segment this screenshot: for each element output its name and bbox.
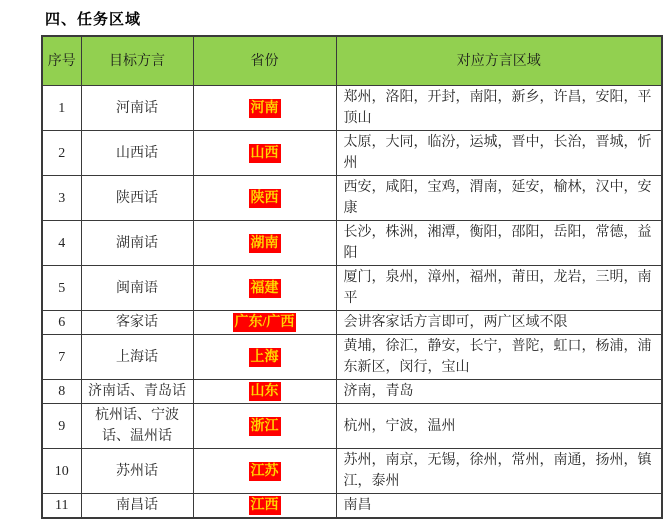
cell-dialect: 苏州话 — [81, 449, 193, 494]
cell-no: 8 — [42, 380, 81, 404]
cell-no: 1 — [42, 86, 81, 131]
cell-province — [193, 176, 336, 221]
cell-province — [193, 311, 336, 335]
cell-dialect: 杭州话、宁波话、温州话 — [81, 404, 193, 449]
province-badge: 广东/广西 — [234, 315, 295, 330]
cell-dialect: 南昌话 — [81, 494, 193, 519]
table-row — [42, 335, 662, 380]
cell-no: 7 — [42, 335, 81, 380]
table-row — [42, 449, 662, 494]
table-row — [42, 131, 662, 176]
col-header-province: 省份 — [193, 36, 336, 86]
province-badge: 山西 — [250, 145, 279, 161]
cell-province — [193, 131, 336, 176]
cell-province — [193, 449, 336, 494]
table-row — [42, 311, 662, 335]
table-row — [42, 176, 662, 221]
province-badge: 江西 — [250, 498, 279, 513]
cell-dialect: 陕西话 — [81, 176, 193, 221]
cell-dialect: 河南话 — [81, 86, 193, 131]
cell-dialect: 山西话 — [81, 131, 193, 176]
cell-dialect: 客家话 — [81, 311, 193, 335]
table-row — [42, 221, 662, 266]
section-title: 四、任务区域 — [45, 12, 142, 28]
col-header-dialect: 目标方言 — [81, 36, 193, 86]
cell-dialect: 湖南话 — [81, 221, 193, 266]
cell-province — [193, 380, 336, 404]
cell-region: 杭州，宁波，温州 — [336, 404, 662, 449]
cell-no: 3 — [42, 176, 81, 221]
province-badge: 陕西 — [250, 190, 279, 206]
cell-dialect: 济南话、青岛话 — [81, 380, 193, 404]
cell-province — [193, 494, 336, 519]
col-header-region: 对应方言区域 — [336, 36, 662, 86]
cell-dialect: 闽南语 — [81, 266, 193, 311]
province-badge: 河南 — [250, 100, 279, 116]
cell-dialect: 上海话 — [81, 335, 193, 380]
table-row — [42, 404, 662, 449]
cell-province — [193, 404, 336, 449]
table-row — [42, 86, 662, 131]
cell-no: 9 — [42, 404, 81, 449]
cell-no: 6 — [42, 311, 81, 335]
col-header-no: 序号 — [42, 36, 81, 86]
cell-region: 西安，咸阳，宝鸡，渭南，延安，榆林，汉中，安康 — [336, 176, 662, 221]
cell-region: 会讲客家话方言即可，两广区域不限 — [336, 311, 662, 335]
cell-region: 苏州，南京，无锡，徐州，常州，南通，扬州，镇江，泰州 — [336, 449, 662, 494]
cell-no: 2 — [42, 131, 81, 176]
cell-province — [193, 266, 336, 311]
cell-no: 4 — [42, 221, 81, 266]
cell-region: 郑州，洛阳，开封，南阳，新乡，许昌，安阳，平顶山 — [336, 86, 662, 131]
table-row — [42, 266, 662, 311]
province-badge: 江苏 — [250, 463, 279, 479]
cell-no: 11 — [42, 494, 81, 519]
cell-region: 太原，大同，临汾，运城，晋中，长治，晋城，忻州 — [336, 131, 662, 176]
province-badge: 福建 — [250, 280, 279, 296]
table-row — [42, 494, 662, 519]
table-row — [42, 380, 662, 404]
cell-region: 黄埔，徐汇，静安，长宁，普陀，虹口，杨浦，浦东新区，闵行，宝山 — [336, 335, 662, 380]
cell-no: 10 — [42, 449, 81, 494]
cell-province — [193, 335, 336, 380]
province-badge: 浙江 — [250, 418, 279, 434]
cell-region: 南昌 — [336, 494, 662, 519]
cell-region: 济南，青岛 — [336, 380, 662, 404]
province-badge: 湖南 — [250, 235, 279, 251]
province-badge: 山东 — [250, 384, 279, 399]
cell-region: 长沙，株洲，湘潭，衡阳，邵阳，岳阳，常德，益阳 — [336, 221, 662, 266]
cell-province — [193, 221, 336, 266]
province-badge: 上海 — [250, 349, 279, 365]
cell-province — [193, 86, 336, 131]
task-region-table — [41, 35, 663, 519]
cell-no: 5 — [42, 266, 81, 311]
header-row — [42, 36, 662, 86]
cell-region: 厦门，泉州，漳州，福州，莆田，龙岩，三明，南平 — [336, 266, 662, 311]
